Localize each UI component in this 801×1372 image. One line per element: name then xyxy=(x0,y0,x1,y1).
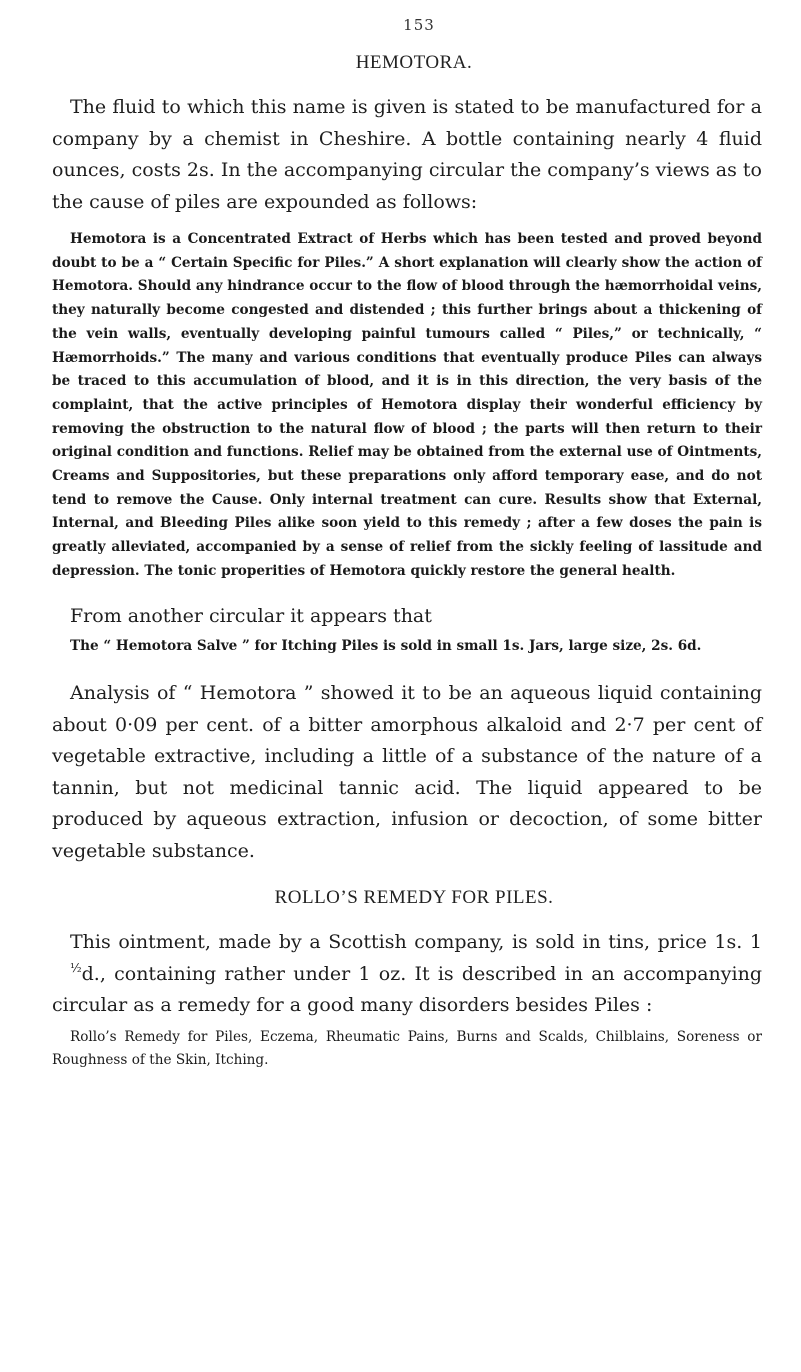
rollos-intro-fraction: ½ xyxy=(70,961,82,976)
hemotora-intro-paragraph: The fluid to which this name is given is stated to be manufactured for a company by a chemist in Cheshire. A bottle containing nearly 4 fluid ounces, costs 2s. In the accompanying circular the company’s views as to the cause of piles are expounded as follows: xyxy=(52,96,762,213)
rollos-intro-text-1: This ointment, made by a Scottish company, is sold in tins, price 1s. 1 xyxy=(70,931,762,954)
document-page xyxy=(52,0,762,1073)
section-title-rollos-remedy: ROLLO’S REMEDY FOR PILES. xyxy=(274,887,554,909)
rollos-intro-text-2: d., containing rather under 1 oz. It is described in an accompanying circular as a remedy for a good many disorders besides Piles : xyxy=(52,962,762,1017)
hemotora-subheading: From another circular it appears that xyxy=(70,604,432,627)
section-title-hemotora: HEMOTORA. xyxy=(355,52,473,73)
hemotora-circular-quote: Hemotora is a Concentrated Extract of Herbs which has been tested and proved beyond doubt to be a “ Certain Specific for Piles.” A short explanation will clearly show the action of Hemotora. Should any hindrance occur to the flow of blood through the hæmorrhoidal veins, they naturally become congested and distended ; this further brings about a thickening of the vein walls, eventually developing painful tumours called “ Piles,” or technically, “ Hæmorrhoids.” The many and various conditions that eventually produce Piles can always be traced to this accumulation of blood, and it is in this direction, the very basis of the complaint, that the active principles of Hemotora display their wonderful efficiency by removing the obstruction to the natural flow of blood ; the parts will then return to their original condition and functions. Relief may be obtained from the external use of Ointments, Creams and Suppositories, but these preparations only afford temporary ease, and do not tend to remove the Cause. Only internal treatment can cure. Results show that External, Internal, and Bleeding Piles alike soon yield to this remedy ; after a few doses the pain is greatly alleviated, accompanied by a sense of relief from the sickly feeling of lassitude and depression. The tonic properities of Hemotora quickly restore the general health. xyxy=(52,231,762,579)
hemotora-salve-quote: The “ Hemotora Salve ” for Itching Piles is sold in small 1s. Jars, large size, 2s. 6d. xyxy=(70,637,702,654)
rollos-circular-quote: Rollo’s Remedy for Piles, Eczema, Rheumatic Pains, Burns and Scalds, Chilblains, Soreness or Roughness of the Skin, Itching. xyxy=(52,1028,762,1069)
page-number: 153 xyxy=(403,16,435,34)
rollos-intro-paragraph xyxy=(52,927,762,1022)
hemotora-analysis-paragraph: Analysis of “ Hemotora ” showed it to be an aqueous liquid containing about 0·09 per cent. of a bitter amorphous alkaloid and 2·7 per cent of vegetable extractive, including a little of a substance of the nature of a tannin, but not medicinal tannic acid. The liquid appeared to be produced by aqueous extraction, infusion or decoction, of some bitter vegetable substance. xyxy=(52,682,762,862)
